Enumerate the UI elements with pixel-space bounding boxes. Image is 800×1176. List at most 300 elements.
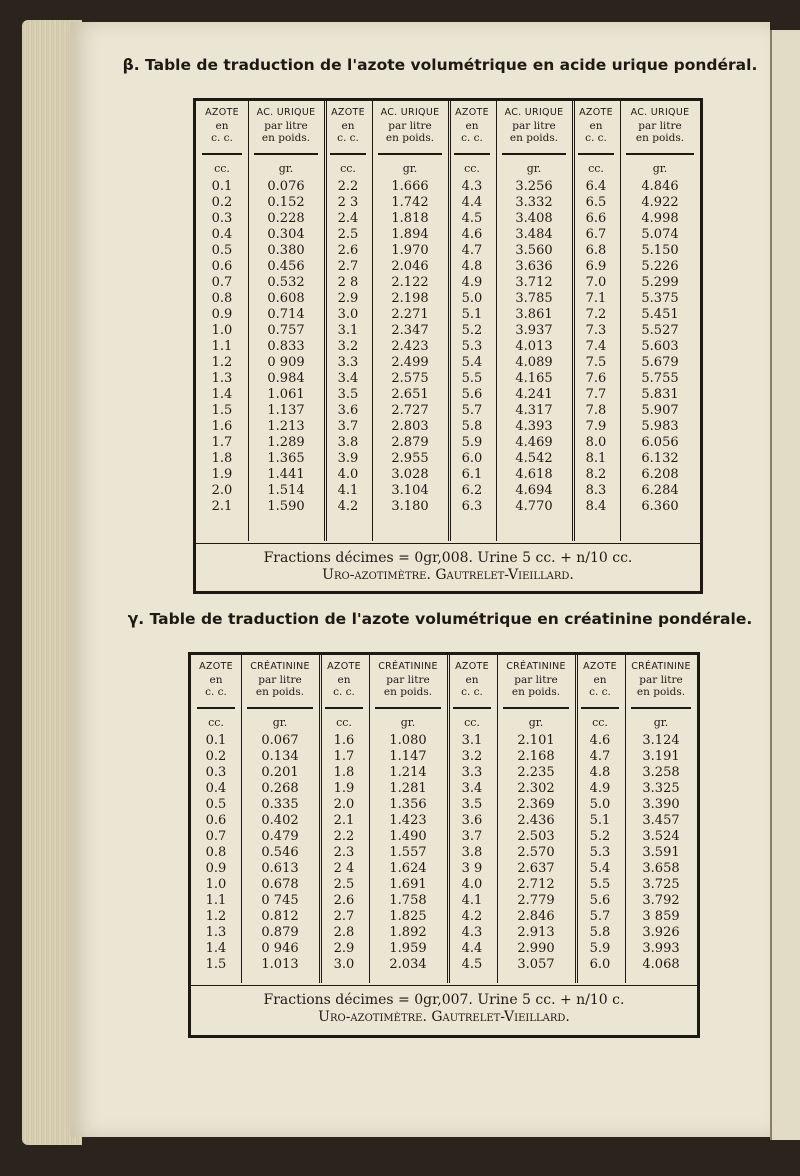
gamma-cell: 2.779 <box>517 893 555 908</box>
beta-unit-label: gr. <box>526 162 542 175</box>
beta-cell: 6.9 <box>585 259 607 274</box>
beta-cell: 3.5 <box>337 387 359 402</box>
gamma-cell: 2.0 <box>333 797 355 812</box>
gamma-unit-label: gr. <box>653 716 669 729</box>
beta-cell: 1.742 <box>391 195 429 210</box>
gamma-cell: 3.124 <box>642 733 680 748</box>
gamma-header-line: par litre <box>639 673 683 686</box>
gamma-header-rule <box>631 707 691 709</box>
beta-cell: 0.532 <box>267 275 305 290</box>
gamma-cell: 1.356 <box>389 797 427 812</box>
beta-unit-label: gr. <box>278 162 294 175</box>
gamma-cell: 3.0 <box>333 957 355 972</box>
gamma-cell: 2.712 <box>517 877 555 892</box>
beta-cell: 2.9 <box>337 291 359 306</box>
gamma-cell: 1.8 <box>333 765 355 780</box>
gamma-cell: 0.402 <box>261 813 299 828</box>
beta-cell: 2.1 <box>211 499 233 514</box>
gamma-header-rule <box>197 707 235 709</box>
beta-cell: 8.1 <box>585 451 607 466</box>
beta-cell: 5.0 <box>461 291 483 306</box>
gamma-unit-label: cc. <box>592 716 608 729</box>
gamma-cell: 5.7 <box>589 909 611 924</box>
gamma-cell: 1.1 <box>205 893 227 908</box>
beta-cell: 4.9 <box>461 275 483 290</box>
beta-header-rule <box>578 153 614 155</box>
beta-cell: 6.7 <box>585 227 607 242</box>
gamma-cell: 0.812 <box>261 909 299 924</box>
beta-cell: 8.4 <box>585 499 607 514</box>
gamma-cell: 4.0 <box>461 877 483 892</box>
gamma-cell: 3.7 <box>461 829 483 844</box>
beta-cell: 4.618 <box>515 467 553 482</box>
gamma-unit-label: gr. <box>400 716 416 729</box>
beta-header-line: AC. URIQUE <box>256 107 316 118</box>
gamma-cell: 2.2 <box>333 829 355 844</box>
beta-cell: 0.7 <box>211 275 233 290</box>
beta-cell: 3.9 <box>337 451 359 466</box>
gamma-cell: 6.0 <box>589 957 611 972</box>
facing-page-edge <box>770 30 800 1140</box>
gamma-cell: 3.591 <box>642 845 680 860</box>
beta-cell: 3.4 <box>337 371 359 386</box>
gamma-column-azote-2 <box>319 655 370 983</box>
gamma-cell: 2.1 <box>333 813 355 828</box>
gamma-cell: 3.2 <box>461 749 483 764</box>
beta-cell: 6.056 <box>641 435 679 450</box>
gamma-header-line: AZOTE <box>455 661 489 672</box>
gamma-column-azote-3 <box>447 655 498 983</box>
beta-cell: 4.922 <box>641 195 679 210</box>
beta-cell: 4.1 <box>337 483 359 498</box>
beta-cell: 1.666 <box>391 179 429 194</box>
beta-cell: 2.0 <box>211 483 233 498</box>
beta-cell: 5.9 <box>461 435 483 450</box>
gamma-cell: 0.4 <box>205 781 227 796</box>
beta-cell: 1.061 <box>267 387 305 402</box>
beta-unit-label: cc. <box>588 162 604 175</box>
beta-cell: 3.1 <box>337 323 359 338</box>
beta-cell: 1.514 <box>267 483 305 498</box>
gamma-unit-label: gr. <box>528 716 544 729</box>
gamma-header-rule <box>247 707 313 709</box>
gamma-cell: 3.993 <box>642 941 680 956</box>
gamma-header-rule <box>453 707 491 709</box>
beta-column-value-4 <box>620 101 700 541</box>
gamma-cell: 0.067 <box>261 733 299 748</box>
beta-unit-label: gr. <box>402 162 418 175</box>
beta-cell: 6.6 <box>585 211 607 226</box>
beta-cell: 2.6 <box>337 243 359 258</box>
beta-header-line: AZOTE <box>331 107 365 118</box>
gamma-cell: 3.325 <box>642 781 680 796</box>
gamma-cell: 1.6 <box>333 733 355 748</box>
gamma-cell: 0.7 <box>205 829 227 844</box>
gamma-column-value-2 <box>369 655 450 983</box>
gamma-cell: 3.390 <box>642 797 680 812</box>
gamma-cell: 2.503 <box>517 829 555 844</box>
beta-cell: 5.2 <box>461 323 483 338</box>
beta-cell: 4.998 <box>641 211 679 226</box>
gamma-cell: 3.457 <box>642 813 680 828</box>
beta-cell: 7.0 <box>585 275 607 290</box>
beta-cell: 5.3 <box>461 339 483 354</box>
gamma-cell: 0.201 <box>261 765 299 780</box>
gamma-header-line: CRÉATININE <box>250 661 310 672</box>
gamma-header-rule <box>581 707 619 709</box>
beta-cell: 7.8 <box>585 403 607 418</box>
beta-column-header <box>372 101 448 153</box>
gamma-cell: 3.658 <box>642 861 680 876</box>
beta-column-azote-3 <box>448 101 497 541</box>
gamma-cell: 3.8 <box>461 845 483 860</box>
beta-cell: 2.046 <box>391 259 429 274</box>
beta-unit-label: cc. <box>214 162 230 175</box>
gamma-cell: 1.2 <box>205 909 227 924</box>
beta-cell: 3.332 <box>515 195 553 210</box>
beta-cell: 2.347 <box>391 323 429 338</box>
gamma-unit-label: cc. <box>464 716 480 729</box>
beta-cell: 8.0 <box>585 435 607 450</box>
beta-cell: 5.831 <box>641 387 679 402</box>
gamma-column-header <box>625 655 697 707</box>
gamma-cell: 1.423 <box>389 813 427 828</box>
gamma-cell: 0.678 <box>261 877 299 892</box>
beta-cell: 4.317 <box>515 403 553 418</box>
gamma-header-line: en <box>593 673 607 686</box>
beta-cell: 3.7 <box>337 419 359 434</box>
beta-footer-line1: Fractions décimes = 0gr,008. Urine 5 cc. + n/10 cc. <box>263 550 633 566</box>
gamma-table <box>188 652 700 1038</box>
beta-cell: 3.2 <box>337 339 359 354</box>
beta-cell: 0.8 <box>211 291 233 306</box>
gamma-header-rule <box>325 707 363 709</box>
gamma-cell: 4.5 <box>461 957 483 972</box>
beta-cell: 6.8 <box>585 243 607 258</box>
beta-header-line: en poids. <box>635 132 685 144</box>
beta-cell: 6.132 <box>641 451 679 466</box>
beta-cell: 2.727 <box>391 403 429 418</box>
beta-cell: 7.4 <box>585 339 607 354</box>
gamma-cell: 4.4 <box>461 941 483 956</box>
beta-cell: 0.1 <box>211 179 233 194</box>
gamma-cell: 4.7 <box>589 749 611 764</box>
gamma-cell: 5.5 <box>589 877 611 892</box>
beta-cell: 1.2 <box>211 355 233 370</box>
gamma-column-azote-4 <box>575 655 626 983</box>
gamma-cell: 1.281 <box>389 781 427 796</box>
beta-cell: 7.3 <box>585 323 607 338</box>
gamma-cell: 2.846 <box>517 909 555 924</box>
gamma-cell: 5.3 <box>589 845 611 860</box>
beta-cell: 3.937 <box>515 323 553 338</box>
gamma-cell: 2.3 <box>333 845 355 860</box>
beta-column-header <box>496 101 572 153</box>
gamma-cell: 4.3 <box>461 925 483 940</box>
beta-header-line: en <box>341 119 355 132</box>
beta-cell: 5.7 <box>461 403 483 418</box>
gamma-table-title: γ. Table de traduction de l'azote volumétrique en créatinine pondérale. <box>127 610 753 628</box>
gamma-unit-label: cc. <box>208 716 224 729</box>
gamma-unit-label: gr. <box>272 716 288 729</box>
beta-cell: 5.451 <box>641 307 679 322</box>
beta-cell: 2.955 <box>391 451 429 466</box>
beta-cell: 4.165 <box>515 371 553 386</box>
beta-cell: 3.256 <box>515 179 553 194</box>
gamma-cell: 2.168 <box>517 749 555 764</box>
beta-cell: 4.013 <box>515 339 553 354</box>
beta-cell: 5.8 <box>461 419 483 434</box>
gamma-cell: 0 946 <box>261 941 299 956</box>
beta-cell: 5.5 <box>461 371 483 386</box>
gamma-cell: 2.913 <box>517 925 555 940</box>
beta-cell: 0.3 <box>211 211 233 226</box>
beta-header-rule <box>378 153 442 155</box>
gamma-header-line: en poids. <box>511 686 561 698</box>
gamma-header-line: en <box>337 673 351 686</box>
gamma-cell: 4.6 <box>589 733 611 748</box>
gamma-cell: 1.7 <box>333 749 355 764</box>
beta-cell: 4.393 <box>515 419 553 434</box>
beta-cell: 0.2 <box>211 195 233 210</box>
beta-cell: 5.4 <box>461 355 483 370</box>
gamma-table-footer <box>191 985 697 1042</box>
beta-cell: 1.7 <box>211 435 233 450</box>
beta-cell: 0.5 <box>211 243 233 258</box>
beta-cell: 1.9 <box>211 467 233 482</box>
beta-cell: 6.4 <box>585 179 607 194</box>
beta-cell: 1.213 <box>267 419 305 434</box>
gamma-cell: 3.5 <box>461 797 483 812</box>
gamma-cell: 0.3 <box>205 765 227 780</box>
gamma-header-line: CRÉATININE <box>631 661 691 672</box>
beta-cell: 6.360 <box>641 499 679 514</box>
gamma-cell: 3.258 <box>642 765 680 780</box>
beta-cell: 1.970 <box>391 243 429 258</box>
gamma-header-line: par litre <box>514 673 558 686</box>
beta-column-header <box>448 101 496 153</box>
gamma-cell: 1.624 <box>389 861 427 876</box>
beta-cell: 0.714 <box>267 307 305 322</box>
gamma-cell: 3.6 <box>461 813 483 828</box>
beta-cell: 1.4 <box>211 387 233 402</box>
beta-column-value-1 <box>248 101 327 541</box>
gamma-cell: 5.9 <box>589 941 611 956</box>
beta-table-footer <box>196 543 700 600</box>
gamma-header-line: c. c. <box>589 686 611 698</box>
beta-cell: 2.499 <box>391 355 429 370</box>
gamma-header-line: AZOTE <box>199 661 233 672</box>
gamma-header-line: c. c. <box>333 686 355 698</box>
gamma-cell: 0.613 <box>261 861 299 876</box>
beta-column-azote-4 <box>572 101 621 541</box>
beta-header-line: AZOTE <box>579 107 613 118</box>
beta-cell: 4.241 <box>515 387 553 402</box>
gamma-unit-label: cc. <box>336 716 352 729</box>
gamma-header-line: en poids. <box>255 686 305 698</box>
gamma-cell: 3.3 <box>461 765 483 780</box>
beta-cell: 5.6 <box>461 387 483 402</box>
beta-header-rule <box>502 153 566 155</box>
beta-cell: 0.9 <box>211 307 233 322</box>
beta-cell: 5.226 <box>641 259 679 274</box>
gamma-cell: 2.7 <box>333 909 355 924</box>
gamma-cell: 2.9 <box>333 941 355 956</box>
gamma-cell: 1.013 <box>261 957 299 972</box>
beta-cell: 5.907 <box>641 403 679 418</box>
beta-cell: 1.0 <box>211 323 233 338</box>
beta-cell: 2.803 <box>391 419 429 434</box>
beta-cell: 2.879 <box>391 435 429 450</box>
gamma-cell: 4.1 <box>461 893 483 908</box>
beta-cell: 1.1 <box>211 339 233 354</box>
beta-cell: 4.089 <box>515 355 553 370</box>
gamma-cell: 2 4 <box>333 861 355 876</box>
gamma-cell: 1.892 <box>389 925 427 940</box>
beta-cell: 3.408 <box>515 211 553 226</box>
gamma-cell: 2.235 <box>517 765 555 780</box>
beta-cell: 0.757 <box>267 323 305 338</box>
beta-cell: 0 909 <box>267 355 305 370</box>
beta-unit-label: gr. <box>652 162 668 175</box>
beta-column-header <box>196 101 248 153</box>
gamma-cell: 0.546 <box>261 845 299 860</box>
gamma-column-azote-1 <box>191 655 242 983</box>
gamma-cell: 5.0 <box>589 797 611 812</box>
beta-cell: 5.983 <box>641 419 679 434</box>
gamma-column-value-4 <box>625 655 697 983</box>
beta-cell: 6.3 <box>461 499 483 514</box>
beta-cell: 3.484 <box>515 227 553 242</box>
beta-cell: 4.846 <box>641 179 679 194</box>
beta-cell: 3.712 <box>515 275 553 290</box>
gamma-header-line: CRÉATININE <box>378 661 438 672</box>
beta-cell: 3.104 <box>391 483 429 498</box>
beta-cell: 8.2 <box>585 467 607 482</box>
gamma-cell: 0.2 <box>205 749 227 764</box>
beta-cell: 5.150 <box>641 243 679 258</box>
gamma-header-line: CRÉATININE <box>506 661 566 672</box>
beta-header-line: en <box>589 119 603 132</box>
beta-cell: 5.375 <box>641 291 679 306</box>
gamma-cell: 1.5 <box>205 957 227 972</box>
beta-cell: 1.6 <box>211 419 233 434</box>
gamma-cell: 2.8 <box>333 925 355 940</box>
beta-cell: 4.8 <box>461 259 483 274</box>
gamma-header-line: c. c. <box>461 686 483 698</box>
beta-cell: 7.6 <box>585 371 607 386</box>
gamma-cell: 5.2 <box>589 829 611 844</box>
gamma-cell: 0.268 <box>261 781 299 796</box>
gamma-cell: 0.8 <box>205 845 227 860</box>
beta-column-value-3 <box>496 101 575 541</box>
beta-header-rule <box>454 153 490 155</box>
beta-cell: 1.137 <box>267 403 305 418</box>
beta-cell: 3.0 <box>337 307 359 322</box>
gamma-cell: 2.637 <box>517 861 555 876</box>
gamma-cell: 3.4 <box>461 781 483 796</box>
beta-header-line: par litre <box>512 119 556 132</box>
beta-cell: 0.228 <box>267 211 305 226</box>
gamma-cell: 1.490 <box>389 829 427 844</box>
gamma-cell: 3.792 <box>642 893 680 908</box>
gamma-column-header <box>191 655 241 707</box>
gamma-cell: 3 859 <box>642 909 680 924</box>
beta-cell: 0.304 <box>267 227 305 242</box>
gamma-cell: 0.335 <box>261 797 299 812</box>
beta-cell: 0.833 <box>267 339 305 354</box>
beta-header-line: par litre <box>638 119 682 132</box>
gamma-cell: 3.057 <box>517 957 555 972</box>
beta-cell: 4.3 <box>461 179 483 194</box>
gamma-cell: 2.6 <box>333 893 355 908</box>
beta-cell: 5.527 <box>641 323 679 338</box>
beta-cell: 2.198 <box>391 291 429 306</box>
beta-cell: 5.679 <box>641 355 679 370</box>
gamma-cell: 1.557 <box>389 845 427 860</box>
beta-cell: 1.818 <box>391 211 429 226</box>
beta-cell: 8.3 <box>585 483 607 498</box>
gamma-header-line: en poids. <box>636 686 686 698</box>
gamma-cell: 0.9 <box>205 861 227 876</box>
beta-header-line: AC. URIQUE <box>504 107 564 118</box>
gamma-header-rule <box>503 707 569 709</box>
beta-cell: 2 3 <box>337 195 359 210</box>
beta-cell: 3.785 <box>515 291 553 306</box>
beta-header-line: c. c. <box>211 132 233 144</box>
beta-column-value-2 <box>372 101 451 541</box>
gamma-cell: 4.8 <box>589 765 611 780</box>
gamma-cell: 3.725 <box>642 877 680 892</box>
gamma-cell: 1.3 <box>205 925 227 940</box>
gamma-header-line: par litre <box>258 673 302 686</box>
gamma-column-header <box>319 655 369 707</box>
gamma-header-line: AZOTE <box>583 661 617 672</box>
beta-cell: 2 8 <box>337 275 359 290</box>
gamma-cell: 5.1 <box>589 813 611 828</box>
beta-cell: 4.4 <box>461 195 483 210</box>
beta-cell: 0.984 <box>267 371 305 386</box>
beta-header-line: c. c. <box>337 132 359 144</box>
gamma-cell: 0.134 <box>261 749 299 764</box>
beta-unit-label: cc. <box>464 162 480 175</box>
gamma-header-line: c. c. <box>205 686 227 698</box>
gamma-cell: 1.758 <box>389 893 427 908</box>
beta-cell: 3.861 <box>515 307 553 322</box>
gamma-cell: 1.4 <box>205 941 227 956</box>
beta-cell: 1.5 <box>211 403 233 418</box>
beta-header-line: par litre <box>264 119 308 132</box>
gamma-cell: 3 9 <box>461 861 483 876</box>
gamma-cell: 2.101 <box>517 733 555 748</box>
beta-cell: 2.122 <box>391 275 429 290</box>
gamma-cell: 3.926 <box>642 925 680 940</box>
beta-cell: 1.289 <box>267 435 305 450</box>
beta-header-line: en poids. <box>509 132 559 144</box>
beta-cell: 3.3 <box>337 355 359 370</box>
beta-header-line: en poids. <box>261 132 311 144</box>
beta-cell: 3.180 <box>391 499 429 514</box>
beta-cell: 2.575 <box>391 371 429 386</box>
beta-cell: 4.770 <box>515 499 553 514</box>
gamma-cell: 2.5 <box>333 877 355 892</box>
gamma-column-header <box>497 655 575 707</box>
beta-header-rule <box>330 153 366 155</box>
beta-cell: 2.423 <box>391 339 429 354</box>
beta-column-header <box>248 101 324 153</box>
gamma-cell: 2.302 <box>517 781 555 796</box>
beta-cell: 2.5 <box>337 227 359 242</box>
